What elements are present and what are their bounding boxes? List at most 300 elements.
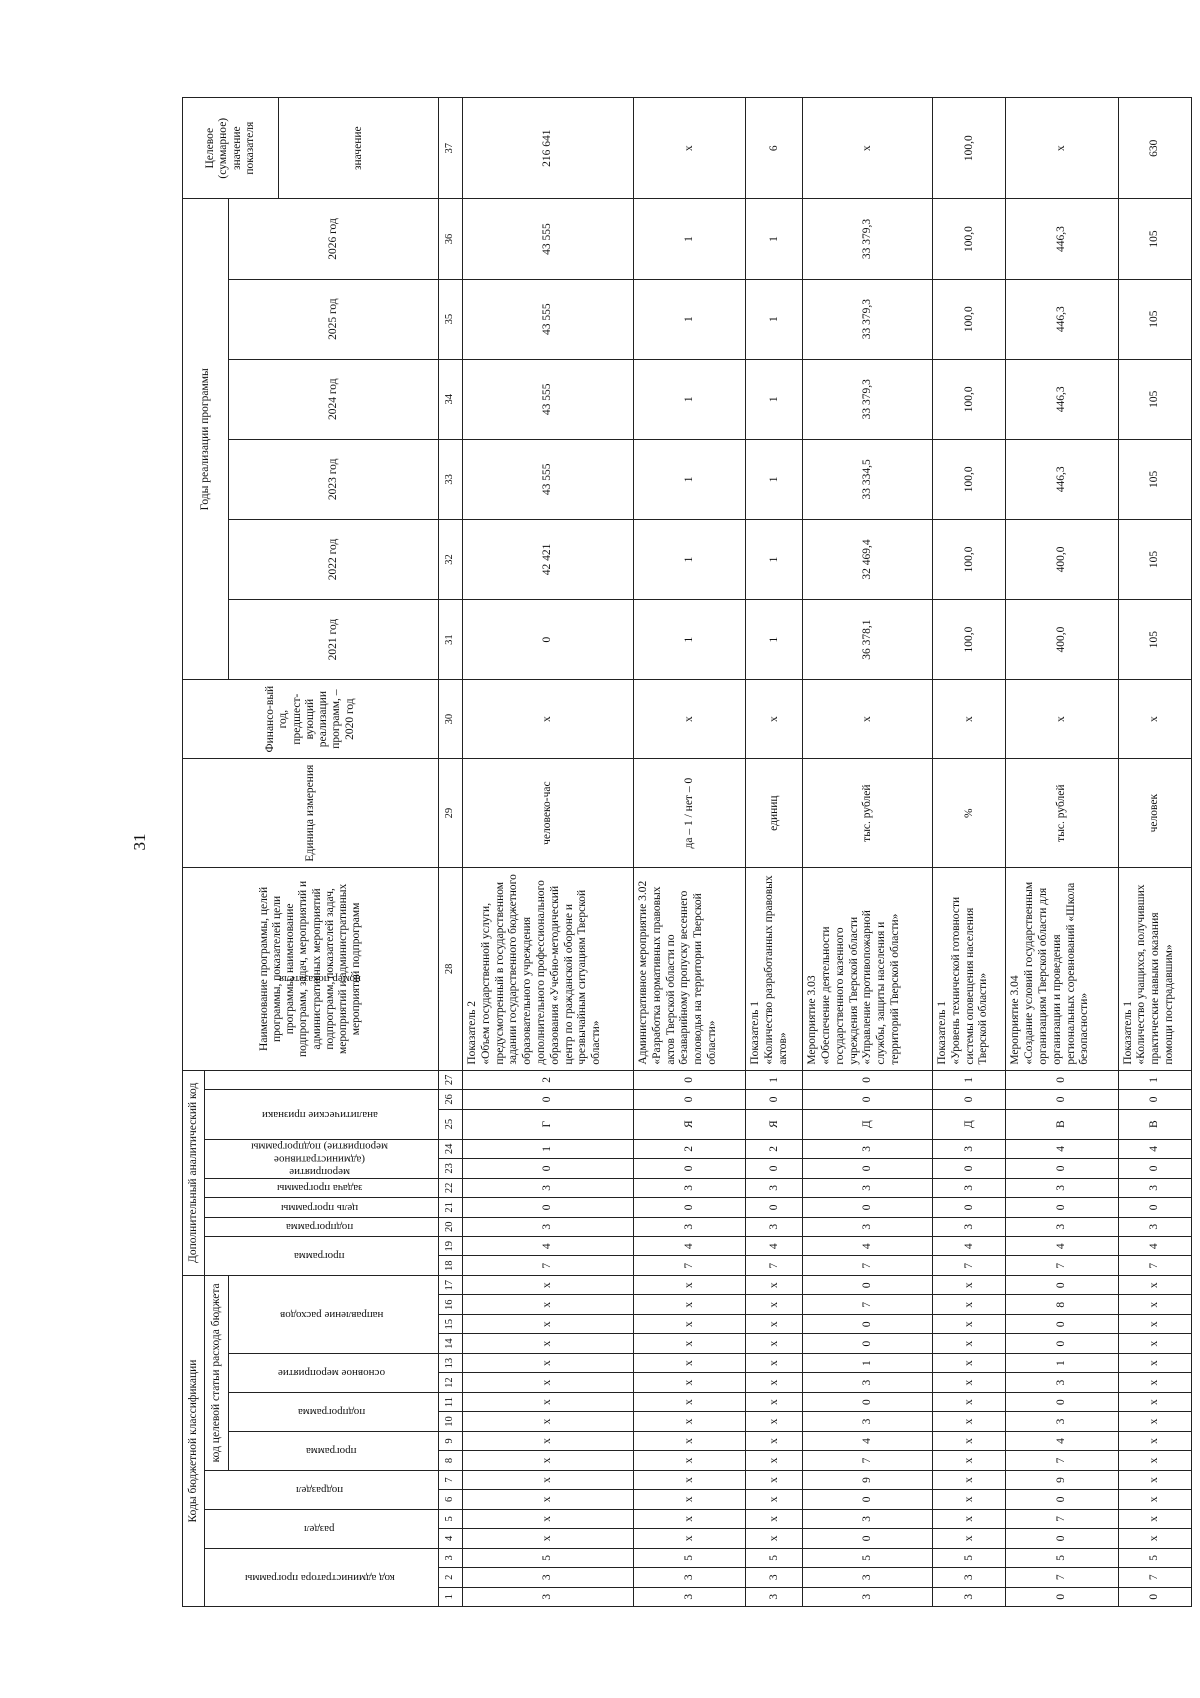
code-cell: 3 bbox=[463, 1217, 634, 1236]
code-cell: х bbox=[1118, 1392, 1191, 1411]
year-value-cell: 105 bbox=[1118, 600, 1191, 680]
code-cell: х bbox=[746, 1295, 803, 1314]
code-cell: 3 bbox=[933, 1217, 1006, 1236]
code-cell: 0 bbox=[1006, 1587, 1118, 1606]
code-cell: 5 bbox=[933, 1548, 1006, 1567]
code-cell: 5 bbox=[1118, 1548, 1191, 1567]
code-cell: 1 bbox=[933, 1070, 1006, 1090]
code-cell: 7 bbox=[803, 1451, 933, 1470]
code-cell: 3 bbox=[746, 1217, 803, 1236]
code-cell: Я bbox=[746, 1109, 803, 1139]
column-number: 7 bbox=[439, 1470, 463, 1489]
code-cell: х bbox=[463, 1529, 634, 1548]
code-cell: 3 bbox=[463, 1178, 634, 1197]
column-number: 4 bbox=[439, 1529, 463, 1548]
year-value-cell: 446,3 bbox=[1006, 199, 1118, 279]
code-cell: В bbox=[1118, 1109, 1191, 1139]
budget-table bbox=[182, 97, 1192, 1607]
code-cell: х bbox=[463, 1373, 634, 1392]
code-cell: 0 bbox=[1006, 1198, 1118, 1217]
year-value-cell: 1 bbox=[634, 439, 746, 519]
column-number: 37 bbox=[439, 98, 463, 199]
code-cell: 0 bbox=[803, 1392, 933, 1411]
code-cell: х bbox=[746, 1353, 803, 1372]
code-cell: х bbox=[463, 1392, 634, 1411]
code-cell: х bbox=[933, 1275, 1006, 1295]
code-cell: 7 bbox=[1006, 1509, 1118, 1528]
code-cell: х bbox=[746, 1529, 803, 1548]
code-cell: х bbox=[634, 1295, 746, 1314]
header-label: задача программы bbox=[276, 1182, 363, 1195]
code-cell: 7 bbox=[1006, 1256, 1118, 1275]
year-value-cell: 105 bbox=[1118, 359, 1191, 439]
a-subprogram-header bbox=[205, 1217, 439, 1236]
year-value-cell: 1 bbox=[634, 199, 746, 279]
code-cell: 3 bbox=[803, 1568, 933, 1587]
code-cell: х bbox=[933, 1470, 1006, 1489]
row-name-cell: Показатель 1 «Уровень технической готовности системы оповещения населения Тверской области» bbox=[933, 868, 1006, 1071]
code-cell: 8 bbox=[1006, 1295, 1118, 1314]
code-cell: 7 bbox=[803, 1295, 933, 1314]
header-label: Единица измерения bbox=[303, 764, 316, 862]
code-cell: 7 bbox=[463, 1256, 634, 1275]
code-cell: 0 bbox=[803, 1529, 933, 1548]
code-cell: 0 bbox=[803, 1090, 933, 1109]
years-header bbox=[183, 199, 229, 680]
code-cell: х bbox=[933, 1490, 1006, 1509]
code-cell: х bbox=[1118, 1314, 1191, 1333]
header-label: аналитические признаки bbox=[261, 1108, 378, 1121]
column-number: 20 bbox=[439, 1217, 463, 1236]
column-number: 29 bbox=[439, 759, 463, 868]
code-cell: х bbox=[1118, 1470, 1191, 1489]
section-header bbox=[205, 1509, 439, 1548]
code-cell: х bbox=[463, 1431, 634, 1450]
code-cell: 3 bbox=[634, 1217, 746, 1236]
column-number: 27 bbox=[439, 1070, 463, 1090]
code-cell: 7 bbox=[746, 1256, 803, 1275]
code-cell: 5 bbox=[1006, 1548, 1118, 1567]
code-cell: х bbox=[933, 1529, 1006, 1548]
column-number: 11 bbox=[439, 1392, 463, 1411]
code-cell: х bbox=[463, 1295, 634, 1314]
code-cell: х bbox=[463, 1451, 634, 1470]
code-cell: Я bbox=[634, 1109, 746, 1139]
year-header bbox=[229, 439, 439, 519]
code-cell: х bbox=[746, 1509, 803, 1528]
code-cell: х bbox=[463, 1490, 634, 1509]
code-cell: Г bbox=[463, 1109, 634, 1139]
year-value-cell: 43 555 bbox=[463, 279, 634, 359]
unit-cell: тыс. рублей bbox=[803, 759, 933, 868]
target-value-cell: 216 641 bbox=[463, 98, 634, 199]
code-cell: 0 bbox=[803, 1070, 933, 1090]
code-cell: 0 bbox=[1006, 1529, 1118, 1548]
column-number: 22 bbox=[439, 1178, 463, 1197]
row-name-cell: Показатель 2 «Объем государственной услуги, предусмотренный в государственном задании государственного бюджетного образовательного учреждения дополнительного профессионального образования «Учебно-методический центр по гражданской обороне и чрезвычайным ситуациям Тверской области» bbox=[463, 868, 634, 1071]
code-cell: 7 bbox=[1118, 1256, 1191, 1275]
target-value-cell: 630 bbox=[1118, 98, 1191, 199]
column-number: 21 bbox=[439, 1198, 463, 1217]
code-cell: 0 bbox=[1118, 1090, 1191, 1109]
code-cell: 7 bbox=[634, 1256, 746, 1275]
code-cell: 0 bbox=[463, 1198, 634, 1217]
code-cell: 4 bbox=[1006, 1431, 1118, 1450]
column-number: 8 bbox=[439, 1451, 463, 1470]
column-number: 16 bbox=[439, 1295, 463, 1314]
header-label: Наименование программы, целей программы, показателей цели программы, наименование подпрограмм, задач, мероприятий и административных мероприятий подпрограмм, показателей задач, мероприятий и административных мероприятий подпрограмм bbox=[257, 880, 363, 1058]
year-value-cell: 105 bbox=[1118, 199, 1191, 279]
code-cell: х bbox=[746, 1392, 803, 1411]
code-cell: 3 bbox=[933, 1178, 1006, 1197]
code-cell: 3 bbox=[1006, 1373, 1118, 1392]
code-cell: 0 bbox=[1118, 1198, 1191, 1217]
a-program-header bbox=[205, 1237, 439, 1276]
code-cell: х bbox=[463, 1275, 634, 1295]
code-cell: 4 bbox=[1118, 1237, 1191, 1256]
header-label: Дополнительный аналитический код bbox=[186, 1082, 199, 1263]
code-cell: 2 bbox=[463, 1070, 634, 1090]
code-cell: 0 bbox=[1118, 1587, 1191, 1606]
header-label: Целевое (суммарное) значение показателя bbox=[204, 117, 256, 179]
code-cell: 0 bbox=[1006, 1334, 1118, 1353]
code-cell: х bbox=[1118, 1373, 1191, 1392]
column-number: 28 bbox=[439, 868, 463, 1071]
code-cell: х bbox=[463, 1470, 634, 1489]
code-cell: х bbox=[634, 1334, 746, 1353]
code-cell: х bbox=[1118, 1334, 1191, 1353]
year-header bbox=[229, 359, 439, 439]
code-cell: 3 bbox=[1006, 1412, 1118, 1431]
code-cell: 5 bbox=[463, 1548, 634, 1567]
code-cell: 0 bbox=[803, 1490, 933, 1509]
code-cell: х bbox=[634, 1529, 746, 1548]
year-value-cell: 105 bbox=[1118, 439, 1191, 519]
code-cell: 4 bbox=[933, 1237, 1006, 1256]
admin-code-header bbox=[205, 1548, 439, 1606]
code-cell: х bbox=[746, 1334, 803, 1353]
code-cell: 9 bbox=[803, 1470, 933, 1489]
code-cell: х bbox=[634, 1470, 746, 1489]
year-value-cell: 100,0 bbox=[933, 439, 1006, 519]
code-cell: 7 bbox=[1006, 1568, 1118, 1587]
subprogram-header bbox=[229, 1392, 439, 1431]
code-cell: 7 bbox=[1118, 1568, 1191, 1587]
year-value-cell: 105 bbox=[1118, 519, 1191, 599]
code-cell: 0 bbox=[803, 1198, 933, 1217]
unit-cell: % bbox=[933, 759, 1006, 868]
a-task-header bbox=[205, 1178, 439, 1197]
code-cell: х bbox=[746, 1451, 803, 1470]
code-cell: 0 bbox=[1006, 1490, 1118, 1509]
year-value-cell: 33 334,5 bbox=[803, 439, 933, 519]
column-number: 32 bbox=[439, 519, 463, 599]
code-cell: 3 bbox=[634, 1587, 746, 1606]
column-number: 10 bbox=[439, 1412, 463, 1431]
code-cell: х bbox=[1118, 1529, 1191, 1548]
code-cell: 3 bbox=[803, 1217, 933, 1236]
code-cell: х bbox=[463, 1334, 634, 1353]
code-cell: 0 bbox=[746, 1090, 803, 1109]
code-cell: 3 bbox=[933, 1568, 1006, 1587]
header-row bbox=[183, 98, 205, 1607]
table-row bbox=[634, 98, 746, 1607]
code-cell: х bbox=[1118, 1490, 1191, 1509]
code-cell: х bbox=[933, 1412, 1006, 1431]
fin-year-cell: х bbox=[1118, 680, 1191, 759]
code-cell: 4 bbox=[746, 1237, 803, 1256]
fin-year-cell: х bbox=[463, 680, 634, 759]
code-cell: х bbox=[1118, 1353, 1191, 1372]
code-cell: 0 bbox=[463, 1090, 634, 1109]
code-cell: 0 bbox=[634, 1159, 746, 1178]
table-row bbox=[1118, 98, 1191, 1607]
code-cell: 0 bbox=[634, 1070, 746, 1090]
code-cell: 3 bbox=[803, 1412, 933, 1431]
code-cell: х bbox=[634, 1353, 746, 1372]
code-cell: 3 bbox=[1118, 1217, 1191, 1236]
code-cell: 7 bbox=[803, 1256, 933, 1275]
year-value-cell: 0 bbox=[463, 600, 634, 680]
code-cell: х bbox=[634, 1373, 746, 1392]
code-cell: 3 bbox=[634, 1568, 746, 1587]
header-label: 2026 год bbox=[326, 218, 339, 260]
year-value-cell: 100,0 bbox=[933, 279, 1006, 359]
page-number: 31 bbox=[130, 833, 149, 851]
code-cell: 0 bbox=[1006, 1159, 1118, 1178]
code-cell: х bbox=[933, 1373, 1006, 1392]
year-value-cell: 100,0 bbox=[933, 359, 1006, 439]
column-number: 5 bbox=[439, 1509, 463, 1528]
target-value-cell: 6 bbox=[746, 98, 803, 199]
table-row bbox=[803, 98, 933, 1607]
code-cell: 1 bbox=[463, 1139, 634, 1158]
code-cell: 5 bbox=[746, 1548, 803, 1567]
year-value-cell: 33 379,3 bbox=[803, 279, 933, 359]
code-cell: 0 bbox=[746, 1198, 803, 1217]
year-value-cell: 32 469,4 bbox=[803, 519, 933, 599]
column-number: 25 bbox=[439, 1109, 463, 1139]
column-number: 33 bbox=[439, 439, 463, 519]
code-cell: х bbox=[463, 1353, 634, 1372]
a-features-header bbox=[205, 1090, 439, 1140]
code-cell: х bbox=[463, 1314, 634, 1333]
code-cell: 3 bbox=[746, 1587, 803, 1606]
code-cell: 0 bbox=[1006, 1090, 1118, 1109]
row-name-cell: Мероприятие 3.03 «Обеспечение деятельности государственного казенного учреждения Тверской области «Управление противопожарной службы, защиты населения и территорий Тверской области» bbox=[803, 868, 933, 1071]
subsection-header bbox=[205, 1470, 439, 1509]
code-cell: Д bbox=[933, 1109, 1006, 1139]
code-cell: х bbox=[746, 1373, 803, 1392]
header-label: Финансо-вый год, предшест-вующий реализации программ, – 2020 год bbox=[264, 685, 356, 753]
column-number: 9 bbox=[439, 1431, 463, 1450]
year-value-cell: 105 bbox=[1118, 279, 1191, 359]
code-cell: 3 bbox=[1006, 1178, 1118, 1197]
target-value-cell: х bbox=[634, 98, 746, 199]
year-header bbox=[229, 519, 439, 599]
fin-year-cell: х bbox=[803, 680, 933, 759]
header-label: раздел bbox=[304, 1522, 335, 1535]
column-number: 2 bbox=[439, 1568, 463, 1587]
row-name-cell: Показатель 1 «Количество учащихся, получивших практические навыки оказания помощи пострадавшим» bbox=[1118, 868, 1191, 1071]
analytic-code-header bbox=[183, 1070, 205, 1275]
header-label: подраздел bbox=[296, 1484, 344, 1497]
code-cell: 1 bbox=[1118, 1070, 1191, 1090]
column-number: 30 bbox=[439, 680, 463, 759]
code-cell: х bbox=[463, 1412, 634, 1431]
year-header bbox=[229, 600, 439, 680]
year-value-cell: 100,0 bbox=[933, 600, 1006, 680]
table-row bbox=[933, 98, 1006, 1607]
code-cell: В bbox=[1006, 1109, 1118, 1139]
unit-header bbox=[183, 759, 439, 868]
code-cell: х bbox=[1118, 1509, 1191, 1528]
code-cell: Д bbox=[803, 1109, 933, 1139]
code-cell: х bbox=[933, 1509, 1006, 1528]
table-row bbox=[1006, 98, 1118, 1607]
column-number: 24 bbox=[439, 1139, 463, 1158]
code-cell: 0 bbox=[463, 1159, 634, 1178]
code-cell: х bbox=[746, 1470, 803, 1489]
year-value-cell: 42 421 bbox=[463, 519, 634, 599]
year-value-cell: 100,0 bbox=[933, 199, 1006, 279]
code-cell: х bbox=[634, 1509, 746, 1528]
header-label: Годы реализации программы bbox=[198, 368, 211, 511]
code-cell: 0 bbox=[803, 1334, 933, 1353]
code-cell: 7 bbox=[1006, 1451, 1118, 1470]
code-cell: х bbox=[746, 1275, 803, 1295]
column-number: 35 bbox=[439, 279, 463, 359]
code-cell: 0 bbox=[933, 1090, 1006, 1109]
header-label: программа bbox=[294, 1250, 345, 1263]
code-cell: 0 bbox=[803, 1275, 933, 1295]
header-label: цель программы bbox=[281, 1201, 359, 1214]
code-cell: 4 bbox=[803, 1237, 933, 1256]
column-number: 13 bbox=[439, 1353, 463, 1372]
header-label: мероприятие (административное мероприятие) подпрограммы bbox=[251, 1140, 389, 1178]
target-value-cell: х bbox=[803, 98, 933, 199]
rotated-table-container bbox=[182, 97, 1192, 1607]
year-value-cell: 1 bbox=[634, 600, 746, 680]
year-value-cell: 43 555 bbox=[463, 359, 634, 439]
code-cell: 5 bbox=[803, 1548, 933, 1567]
unit-cell: да – 1 / нет – 0 bbox=[634, 759, 746, 868]
column-number: 23 bbox=[439, 1159, 463, 1178]
column-number: 3 bbox=[439, 1548, 463, 1567]
year-value-cell: 1 bbox=[746, 199, 803, 279]
target-value-header bbox=[279, 98, 439, 199]
unit-cell: человек bbox=[1118, 759, 1191, 868]
code-cell: х bbox=[933, 1353, 1006, 1372]
column-number: 1 bbox=[439, 1587, 463, 1606]
code-cell: х bbox=[634, 1275, 746, 1295]
code-cell: х bbox=[1118, 1295, 1191, 1314]
code-cell: х bbox=[933, 1392, 1006, 1411]
code-cell: 1 bbox=[803, 1353, 933, 1372]
target-header bbox=[183, 98, 279, 199]
code-cell: 0 bbox=[933, 1198, 1006, 1217]
header-label: значение bbox=[351, 126, 364, 171]
code-cell: х bbox=[746, 1431, 803, 1450]
target-value-cell: х bbox=[1006, 98, 1118, 199]
code-cell: 4 bbox=[463, 1237, 634, 1256]
code-cell: 3 bbox=[463, 1587, 634, 1606]
code-cell: х bbox=[1118, 1451, 1191, 1470]
code-cell: 4 bbox=[1006, 1139, 1118, 1158]
header-label: код целевой статьи расхода бюджета bbox=[209, 1283, 222, 1463]
year-value-cell: 400,0 bbox=[1006, 519, 1118, 599]
fin-year-header bbox=[183, 680, 439, 759]
year-value-cell: 1 bbox=[746, 359, 803, 439]
code-cell: 0 bbox=[1006, 1314, 1118, 1333]
code-cell: х bbox=[634, 1314, 746, 1333]
column-number: 12 bbox=[439, 1373, 463, 1392]
year-value-cell: 1 bbox=[634, 359, 746, 439]
code-cell: х bbox=[634, 1392, 746, 1411]
code-cell: х bbox=[746, 1412, 803, 1431]
row-name-cell: Показатель 1 «Количество разработанных правовых актов» bbox=[746, 868, 803, 1071]
column-number: 6 bbox=[439, 1490, 463, 1509]
row-name-cell: Административное мероприятие 3.02 «Разработка нормативных правовых актов Тверской области по безаварийному пропуску весеннего половодья на территории Тверской области» bbox=[634, 868, 746, 1071]
code-cell: 0 bbox=[1118, 1159, 1191, 1178]
code-cell: 3 bbox=[463, 1568, 634, 1587]
fin-year-cell: х bbox=[746, 680, 803, 759]
code-cell: 3 bbox=[1006, 1217, 1118, 1236]
code-cell: 3 bbox=[803, 1509, 933, 1528]
year-value-cell: 36 378,1 bbox=[803, 600, 933, 680]
year-value-cell: 1 bbox=[746, 600, 803, 680]
column-number: 31 bbox=[439, 600, 463, 680]
code-cell: 4 bbox=[1118, 1139, 1191, 1158]
code-cell: 0 bbox=[634, 1198, 746, 1217]
year-value-cell: 1 bbox=[746, 519, 803, 599]
unit-cell: человеко-час bbox=[463, 759, 634, 868]
code-cell: 3 bbox=[634, 1178, 746, 1197]
year-value-cell: 1 bbox=[746, 439, 803, 519]
a-event-header bbox=[205, 1139, 439, 1178]
code-cell: 2 bbox=[634, 1139, 746, 1158]
code-cell: 0 bbox=[803, 1314, 933, 1333]
column-number: 36 bbox=[439, 199, 463, 279]
code-cell: х bbox=[933, 1295, 1006, 1314]
header-label: подпрограмма bbox=[298, 1406, 366, 1419]
code-cell: 4 bbox=[1006, 1237, 1118, 1256]
year-value-cell: 33 379,3 bbox=[803, 359, 933, 439]
table-row bbox=[746, 98, 803, 1607]
header-label: подпрограмма bbox=[286, 1221, 354, 1234]
code-cell: 3 bbox=[803, 1178, 933, 1197]
year-value-cell: 43 555 bbox=[463, 439, 634, 519]
code-cell: 3 bbox=[933, 1139, 1006, 1158]
column-number: 34 bbox=[439, 359, 463, 439]
year-value-cell: 446,3 bbox=[1006, 279, 1118, 359]
column-numbers-row bbox=[439, 98, 463, 1607]
code-cell: 7 bbox=[933, 1256, 1006, 1275]
header-label: направление расходов bbox=[279, 1308, 384, 1321]
code-cell: 0 bbox=[1006, 1392, 1118, 1411]
code-cell: х bbox=[634, 1490, 746, 1509]
unit-cell: единиц bbox=[746, 759, 803, 868]
year-value-cell: 43 555 bbox=[463, 199, 634, 279]
target-article-header bbox=[205, 1275, 229, 1470]
code-cell: 5 bbox=[634, 1548, 746, 1567]
header-label: 2022 год bbox=[326, 538, 339, 581]
code-cell: 0 bbox=[634, 1090, 746, 1109]
column-number: 19 bbox=[439, 1237, 463, 1256]
program-header bbox=[229, 1431, 439, 1470]
code-cell: 0 bbox=[1006, 1070, 1118, 1090]
code-cell: х bbox=[746, 1490, 803, 1509]
